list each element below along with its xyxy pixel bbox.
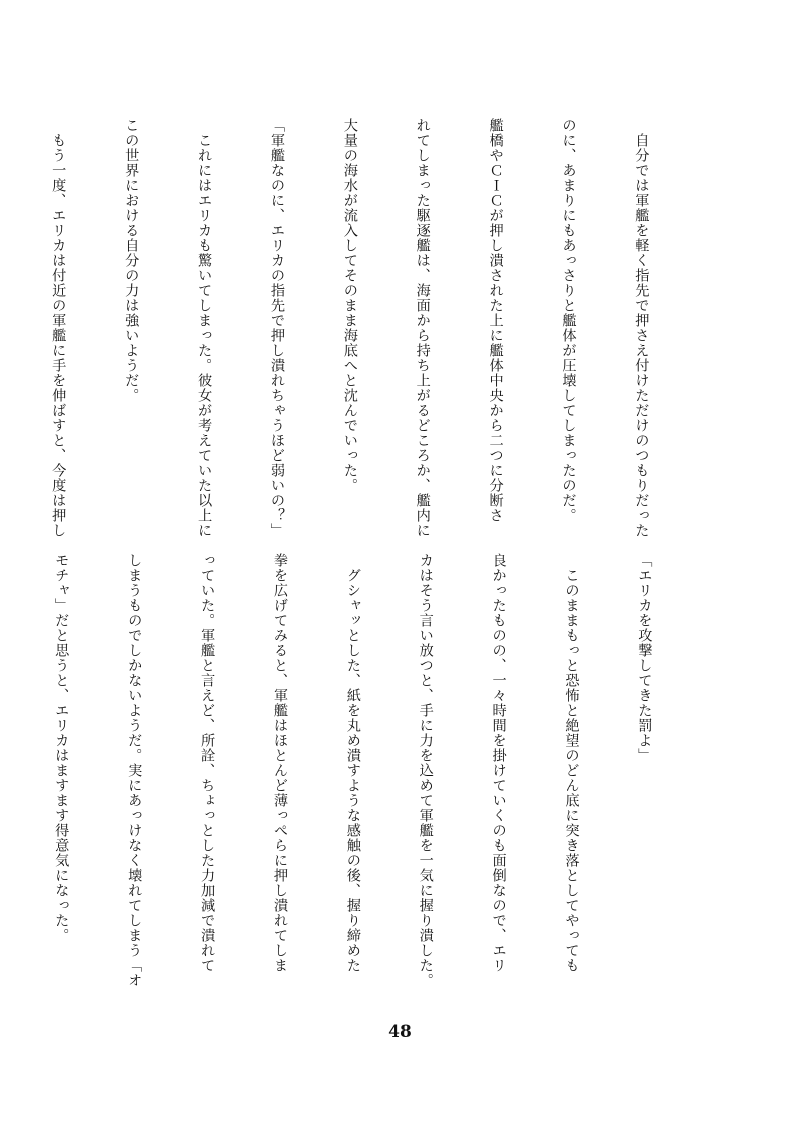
text-line: カはそう言い放つと、手に力を込めて軍艦を一気に握り潰した。 (417, 553, 434, 988)
text-line: 艦橋やＣＩＣが押し潰された上に艦体中央から二つに分断さ (487, 118, 504, 523)
text-line: っていた。軍艦と言えど、所詮、ちょっとした力加減で潰れて (199, 553, 216, 973)
text-line: この世界における自分の力は強いようだ。 (123, 118, 140, 403)
text-line: 「軍艦なのに、エリカの指先で押し潰れちゃうほど弱いの？」 (268, 118, 285, 538)
text-line: れてしまった駆逐艦は、海面から持ち上がるどころか、艦内に (414, 118, 431, 538)
text-line: 拳を広げてみると、軍艦はほとんど薄っぺらに押し潰れてしま (271, 553, 288, 973)
text-line: 自分では軍艦を軽く指先で押さえ付けただけのつもりだった (633, 118, 650, 538)
text-line: もう一度、エリカは付近の軍艦に手を伸ばすと、今度は押し (50, 118, 67, 538)
text-line: モチャ」だと思うと、エリカはますます得意気になった。 (53, 553, 70, 943)
lower-text-block (53, 553, 705, 988)
text-line: これにはエリカも驚いてしまった。彼女が考えていた以上に (196, 118, 213, 538)
text-line: 良かったものの、一々時間を掛けていくのも面倒なので、エリ (490, 553, 507, 973)
text-line: 「エリカを攻撃してきた罰よ」 (636, 553, 653, 763)
text-line: しまうものでしかないようだ。実にあっけなく壊れてしまう「オ (126, 553, 143, 988)
text-line: このままもっと恐怖と絶望のどん底に突き落としてやっても (563, 553, 580, 973)
text-line: のに、あまりにもあっさりと艦体が圧壊してしまったのだ。 (560, 118, 577, 523)
text-line: グシャッとした、紙を丸め潰すような感触の後、握り締めた (344, 553, 361, 973)
page-number: 48 (388, 1022, 412, 1042)
text-line: 大量の海水が流入してそのまま海底へと沈んでいった。 (341, 118, 358, 493)
upper-text-block (50, 118, 702, 538)
